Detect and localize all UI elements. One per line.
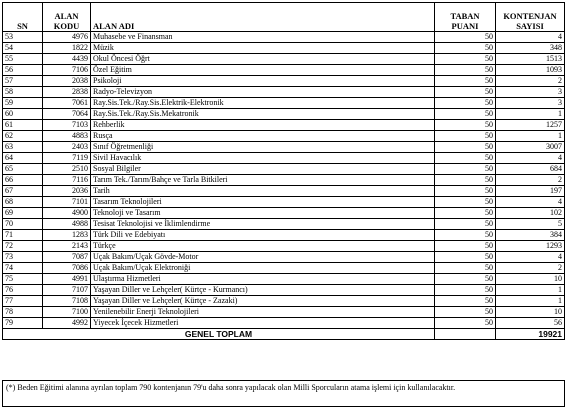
table-row [3, 274, 565, 285]
table-row [3, 54, 565, 65]
row-sn: 77 [3, 296, 43, 307]
row-sn: 72 [3, 241, 43, 252]
table-row [3, 98, 565, 109]
header-kontenjan-sayisi: KONTENJAN SAYISI [496, 3, 565, 32]
table-row [3, 285, 565, 296]
row-kontenjan-sayisi: 348 [496, 43, 565, 54]
row-taban-puani: 50 [435, 109, 496, 120]
row-alan-adi: Yaşayan Diller ve Lehçeler( Kürtçe - Kurmancı) [91, 285, 435, 296]
row-alan-adi: Tarım Tek./Tarım/Bahçe ve Tarla Bitkileri [91, 175, 435, 186]
row-alan-kodu: 2038 [43, 76, 91, 87]
table-row [3, 296, 565, 307]
row-alan-kodu: 4992 [43, 318, 91, 329]
row-sn: 63 [3, 142, 43, 153]
row-alan-adi: Sosyal Bilgiler [91, 164, 435, 175]
row-alan-adi: Yenilenebilir Enerji Teknolojileri [91, 307, 435, 318]
row-taban-puani: 50 [435, 274, 496, 285]
footnote: (*) Beden Eğitimi alanına ayrılan toplam 790 kontenjanın 79'u daha sonra yapılacak olan Milli Sporcuların atama işlemi için kullanılacaktır. [2, 380, 565, 407]
row-alan-kodu: 7108 [43, 296, 91, 307]
row-alan-kodu: 7061 [43, 98, 91, 109]
row-alan-kodu: 7119 [43, 153, 91, 164]
row-taban-puani: 50 [435, 120, 496, 131]
row-alan-adi: Radyo-Televizyon [91, 87, 435, 98]
row-alan-kodu: 7116 [43, 175, 91, 186]
row-kontenjan-sayisi: 10 [496, 274, 565, 285]
row-kontenjan-sayisi: 2 [496, 175, 565, 186]
table-row [3, 219, 565, 230]
row-taban-puani: 50 [435, 252, 496, 263]
row-taban-puani: 50 [435, 153, 496, 164]
row-alan-kodu: 4439 [43, 54, 91, 65]
row-taban-puani: 50 [435, 208, 496, 219]
row-kontenjan-sayisi: 4 [496, 153, 565, 164]
row-kontenjan-sayisi: 1093 [496, 65, 565, 76]
row-sn: 78 [3, 307, 43, 318]
row-sn: 65 [3, 164, 43, 175]
row-sn: 61 [3, 120, 43, 131]
row-alan-adi: Tesisat Teknolojisi ve İklimlendirme [91, 219, 435, 230]
row-alan-adi: Türkçe [91, 241, 435, 252]
row-alan-kodu: 7100 [43, 307, 91, 318]
table-header-row [3, 3, 565, 32]
total-label: GENEL TOPLAM [3, 329, 435, 340]
row-taban-puani: 50 [435, 43, 496, 54]
row-kontenjan-sayisi: 384 [496, 230, 565, 241]
row-taban-puani: 50 [435, 186, 496, 197]
row-alan-adi: Özel Eğitim [91, 65, 435, 76]
row-kontenjan-sayisi: 1 [496, 285, 565, 296]
row-alan-adi: Tarih [91, 186, 435, 197]
table-body [3, 32, 565, 329]
row-sn: 60 [3, 109, 43, 120]
row-kontenjan-sayisi: 1257 [496, 120, 565, 131]
row-alan-kodu: 4883 [43, 131, 91, 142]
row-alan-kodu: 2510 [43, 164, 91, 175]
row-kontenjan-sayisi: 5 [496, 219, 565, 230]
row-sn: 64 [3, 153, 43, 164]
header-sn: SN [3, 3, 43, 32]
row-alan-kodu: 4976 [43, 32, 91, 43]
row-alan-adi: Muhasebe ve Finansman [91, 32, 435, 43]
row-sn: 66 [3, 175, 43, 186]
row-sn: 56 [3, 65, 43, 76]
row-alan-kodu: 2036 [43, 186, 91, 197]
row-taban-puani: 50 [435, 87, 496, 98]
row-taban-puani: 50 [435, 241, 496, 252]
row-taban-puani: 50 [435, 142, 496, 153]
row-taban-puani: 50 [435, 175, 496, 186]
row-kontenjan-sayisi: 1 [496, 131, 565, 142]
row-alan-kodu: 2403 [43, 142, 91, 153]
row-alan-adi: Psikoloji [91, 76, 435, 87]
row-alan-kodu: 4988 [43, 219, 91, 230]
row-alan-kodu: 7086 [43, 263, 91, 274]
row-sn: 70 [3, 219, 43, 230]
row-alan-kodu: 7087 [43, 252, 91, 263]
row-alan-adi: Tasarım Teknolojileri [91, 197, 435, 208]
table-row [3, 87, 565, 98]
row-sn: 67 [3, 186, 43, 197]
row-kontenjan-sayisi: 56 [496, 318, 565, 329]
row-alan-kodu: 2838 [43, 87, 91, 98]
row-alan-kodu: 4900 [43, 208, 91, 219]
row-taban-puani: 50 [435, 296, 496, 307]
row-sn: 62 [3, 131, 43, 142]
row-alan-adi: Türk Dili ve Edebiyatı [91, 230, 435, 241]
table-row [3, 109, 565, 120]
row-taban-puani: 50 [435, 131, 496, 142]
row-alan-adi: Ray.Sis.Tek./Ray.Sis.Elektrik-Elektronik [91, 98, 435, 109]
row-kontenjan-sayisi: 197 [496, 186, 565, 197]
row-kontenjan-sayisi: 3007 [496, 142, 565, 153]
row-sn: 74 [3, 263, 43, 274]
row-sn: 55 [3, 54, 43, 65]
row-alan-kodu: 7103 [43, 120, 91, 131]
table-row [3, 175, 565, 186]
row-alan-kodu: 7101 [43, 197, 91, 208]
row-taban-puani: 50 [435, 318, 496, 329]
table-row [3, 197, 565, 208]
row-taban-puani: 50 [435, 164, 496, 175]
table-row [3, 318, 565, 329]
row-alan-adi: Yiyecek İçecek Hizmetleri [91, 318, 435, 329]
row-alan-adi: Ulaştırma Hizmetleri [91, 274, 435, 285]
table-row [3, 153, 565, 164]
row-alan-kodu: 2143 [43, 241, 91, 252]
table-row [3, 307, 565, 318]
table-row [3, 32, 565, 43]
row-alan-adi: Yaşayan Diller ve Lehçeler( Kürtçe - Zazaki) [91, 296, 435, 307]
row-alan-adi: Ray.Sis.Tek./Ray.Sis.Mekatronik [91, 109, 435, 120]
row-taban-puani: 50 [435, 197, 496, 208]
row-kontenjan-sayisi: 2 [496, 263, 565, 274]
row-sn: 75 [3, 274, 43, 285]
row-kontenjan-sayisi: 1513 [496, 54, 565, 65]
row-taban-puani: 50 [435, 54, 496, 65]
row-kontenjan-sayisi: 10 [496, 307, 565, 318]
row-alan-adi: Rehberlik [91, 120, 435, 131]
row-sn: 59 [3, 98, 43, 109]
row-sn: 71 [3, 230, 43, 241]
row-kontenjan-sayisi: 4 [496, 197, 565, 208]
row-taban-puani: 50 [435, 98, 496, 109]
row-taban-puani: 50 [435, 76, 496, 87]
table-row [3, 208, 565, 219]
row-sn: 69 [3, 208, 43, 219]
row-sn: 79 [3, 318, 43, 329]
table-row [3, 76, 565, 87]
row-sn: 54 [3, 43, 43, 54]
row-sn: 68 [3, 197, 43, 208]
table-row [3, 164, 565, 175]
row-sn: 53 [3, 32, 43, 43]
table-row [3, 142, 565, 153]
row-alan-adi: Uçak Bakım/Uçak Gövde-Motor [91, 252, 435, 263]
row-alan-adi: Rusça [91, 131, 435, 142]
row-alan-kodu: 7107 [43, 285, 91, 296]
total-row [3, 329, 565, 340]
table-row [3, 65, 565, 76]
row-kontenjan-sayisi: 3 [496, 87, 565, 98]
row-alan-adi: Sınıf Öğretmenliği [91, 142, 435, 153]
kontenjan-table [2, 2, 565, 340]
table-row [3, 230, 565, 241]
header-alan-kodu: ALAN KODU [43, 3, 91, 32]
row-kontenjan-sayisi: 4 [496, 252, 565, 263]
row-kontenjan-sayisi: 1293 [496, 241, 565, 252]
table-row [3, 186, 565, 197]
total-value: 19921 [496, 329, 565, 340]
row-taban-puani: 50 [435, 219, 496, 230]
total-empty-cell [435, 329, 496, 340]
row-taban-puani: 50 [435, 263, 496, 274]
row-kontenjan-sayisi: 684 [496, 164, 565, 175]
row-alan-adi: Uçak Bakım/Uçak Elektroniği [91, 263, 435, 274]
row-sn: 76 [3, 285, 43, 296]
header-taban-puani: TABAN PUANI [435, 3, 496, 32]
row-sn: 57 [3, 76, 43, 87]
table-row [3, 241, 565, 252]
table-row [3, 120, 565, 131]
row-taban-puani: 50 [435, 65, 496, 76]
row-kontenjan-sayisi: 2 [496, 76, 565, 87]
row-alan-kodu: 7106 [43, 65, 91, 76]
row-alan-adi: Teknoloji ve Tasarım [91, 208, 435, 219]
row-kontenjan-sayisi: 102 [496, 208, 565, 219]
row-alan-adi: Müzik [91, 43, 435, 54]
table-row [3, 43, 565, 54]
row-alan-kodu: 4991 [43, 274, 91, 285]
row-kontenjan-sayisi: 1 [496, 109, 565, 120]
row-taban-puani: 50 [435, 285, 496, 296]
row-taban-puani: 50 [435, 32, 496, 43]
row-sn: 58 [3, 87, 43, 98]
row-alan-kodu: 1822 [43, 43, 91, 54]
row-alan-adi: Sivil Havacılık [91, 153, 435, 164]
row-taban-puani: 50 [435, 230, 496, 241]
row-alan-kodu: 1283 [43, 230, 91, 241]
row-kontenjan-sayisi: 4 [496, 32, 565, 43]
table-row [3, 252, 565, 263]
table-row [3, 263, 565, 274]
row-kontenjan-sayisi: 3 [496, 98, 565, 109]
row-alan-kodu: 7064 [43, 109, 91, 120]
row-sn: 73 [3, 252, 43, 263]
row-kontenjan-sayisi: 1 [496, 296, 565, 307]
row-alan-adi: Okul Öncesi Öğrt [91, 54, 435, 65]
header-alan-adi: ALAN ADI [91, 3, 435, 32]
row-taban-puani: 50 [435, 307, 496, 318]
table-row [3, 131, 565, 142]
